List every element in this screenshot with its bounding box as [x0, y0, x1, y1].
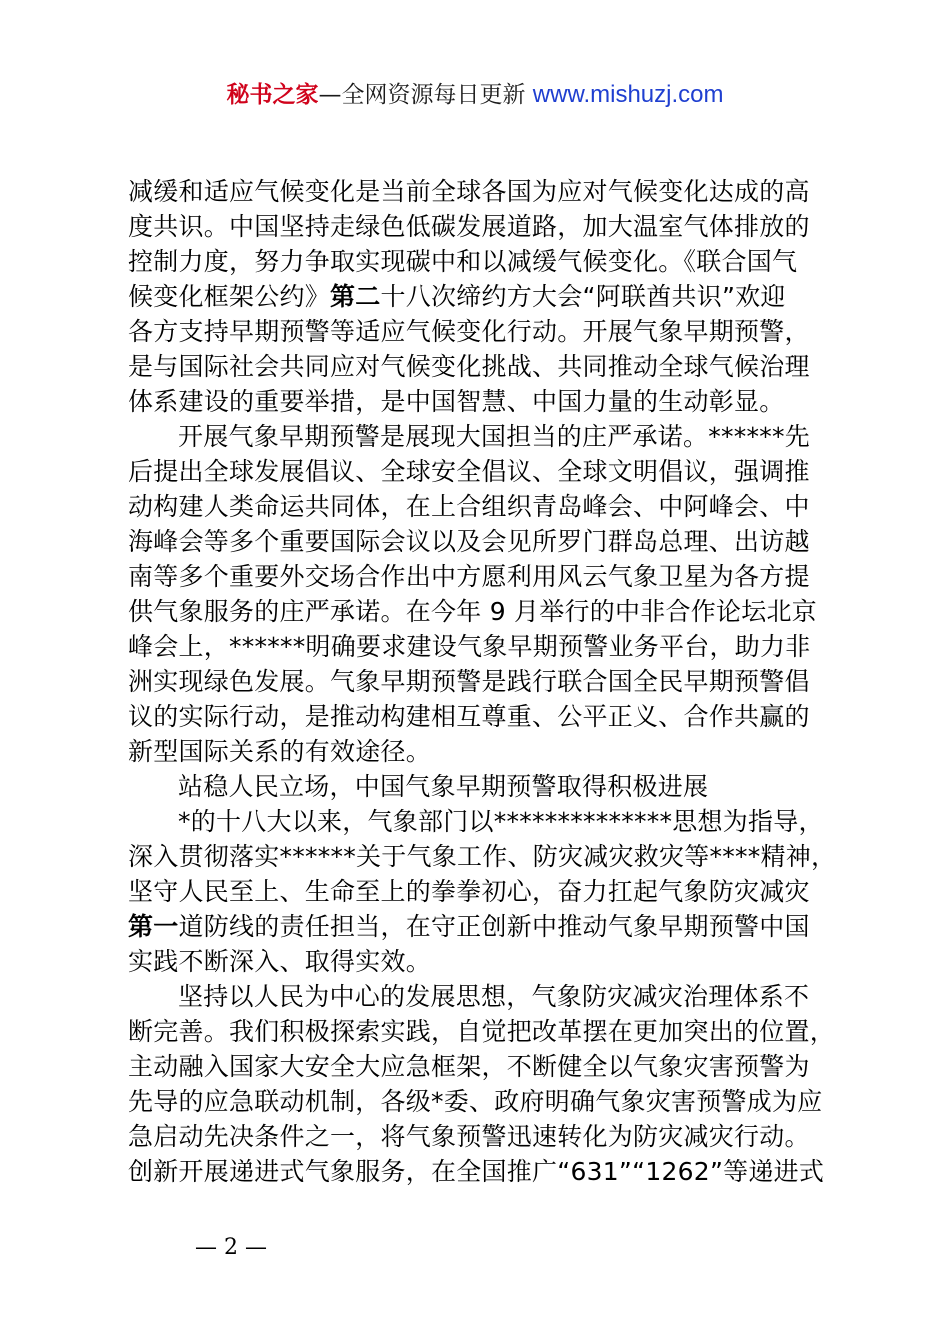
text-line: 洲实现绿色发展。气象早期预警是践行联合国全民早期预警倡 — [128, 667, 810, 696]
text-line: 断完善。我们积极探索实践，自觉把改革摆在更加突出的位置， — [128, 1017, 836, 1046]
text-line: 急启动先决条件之一，将气象预警迅速转化为防灾减灾行动。 — [128, 1122, 810, 1151]
text-line: 新型国际关系的有效途径。 — [128, 737, 432, 766]
text-line: 实践不断深入、取得实效。 — [128, 947, 432, 976]
text-line: 南等多个重要外交场合作出中方愿利用风云气象卫星为各方提 — [128, 562, 810, 591]
paragraph-first-line: *的十八大以来，气象部门以**************思想为指导， — [178, 807, 824, 836]
text-line: 各方支持早期预警等适应气候变化行动。开展气象早期预警， — [128, 317, 810, 346]
text-line: 坚守人民至上、生命至上的拳拳初心，奋力扛起气象防灾减灾 — [128, 877, 810, 906]
text-line: 深入贯彻落实******关于气象工作、防灾减灾救灾等****精神， — [128, 842, 837, 871]
text-line: 先导的应急联动机制，各级*委、政府明确气象灾害预警成为应 — [128, 1087, 823, 1116]
bold-text-segment: 第二 — [330, 282, 381, 311]
text-line: 创新开展递进式气象服务，在全国推广“631”“1262”等递进式 — [128, 1157, 825, 1186]
text-line: 后提出全球发展倡议、全球安全倡议、全球文明倡议，强调推 — [128, 457, 810, 486]
text-line: 海峰会等多个重要国际会议以及会见所罗门群岛总理、出访越 — [128, 527, 810, 556]
header-tagline: —全网资源每日更新 — [318, 82, 533, 108]
text-line: 体系建设的重要举措，是中国智慧、中国力量的生动彰显。 — [128, 387, 785, 416]
text-line: 动构建人类命运共同体，在上合组织青岛峰会、中阿峰会、中 — [128, 492, 810, 521]
text-line: 主动融入国家大安全大应急框架，不断健全以气象灾害预警为 — [128, 1052, 810, 1081]
brand-name: 秘书之家 — [226, 82, 319, 108]
section-heading: 站稳人民立场，中国气象早期预警取得积极进展 — [178, 772, 709, 801]
paragraph-first-line: 坚持以人民为中心的发展思想，气象防灾减灾治理体系不 — [178, 982, 810, 1011]
text-line: 是与国际社会共同应对气候变化挑战、共同推动全球气候治理 — [128, 352, 810, 381]
text-line: 度共识。中国坚持走绿色低碳发展道路，加大温室气体排放的 — [128, 212, 810, 241]
page-header — [0, 80, 950, 110]
text-line — [128, 279, 838, 314]
text-line: 供气象服务的庄严承诺。在今年 9 月举行的中非合作论坛北京 — [128, 597, 818, 626]
text-segment: 候变化框架公约》 — [128, 282, 331, 311]
page-number: — 2 — — [195, 1235, 267, 1260]
document-body — [128, 174, 838, 1189]
text-line: 峰会上，******明确要求建设气象早期预警业务平台，助力非 — [128, 632, 811, 661]
text-segment: 道防线的责任担当，在守正创新中推动气象早期预警中国 — [178, 912, 810, 941]
header-url-link[interactable]: www.mishuzj.com — [532, 81, 724, 108]
text-line: 议的实际行动，是推动构建相互尊重、公平正义、合作共赢的 — [128, 702, 810, 731]
text-line — [128, 909, 838, 944]
text-segment: 十八次缔约方大会“阿联酋共识”欢迎 — [380, 282, 786, 311]
text-line: 控制力度，努力争取实现碳中和以减缓气候变化。《联合国气 — [128, 247, 798, 276]
text-line: 减缓和适应气候变化是当前全球各国为应对气候变化达成的高 — [128, 177, 810, 206]
bold-text-segment: 第一 — [128, 912, 179, 941]
paragraph-first-line: 开展气象早期预警是展现大国担当的庄严承诺。******先 — [178, 422, 811, 451]
